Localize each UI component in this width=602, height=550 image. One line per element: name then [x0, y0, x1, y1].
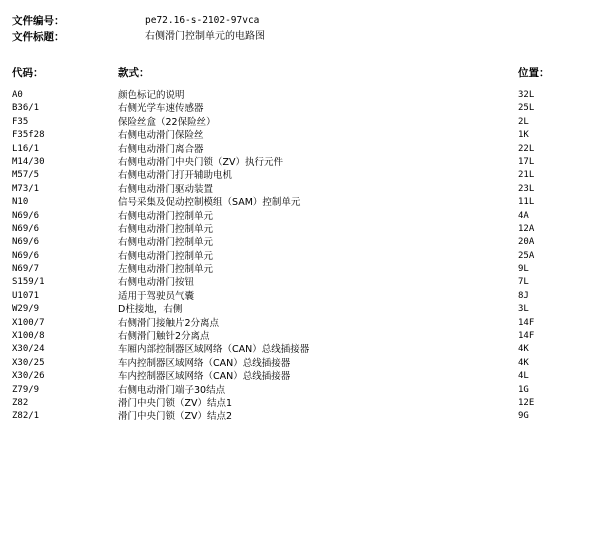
component-position: 8J [518, 290, 529, 301]
component-code: N69/6 [12, 250, 40, 261]
component-position: 7L [518, 277, 529, 288]
list-item [0, 223, 602, 236]
component-code: N69/6 [12, 210, 40, 221]
component-description: 右侧电动滑门端子30结点 [118, 384, 226, 396]
list-item [0, 143, 602, 156]
component-description: 左侧电动滑门控制单元 [118, 264, 214, 276]
list-item [0, 357, 602, 370]
component-description: 右侧电动滑门保险丝 [118, 130, 204, 142]
doc-number-value: pe72.16-s-2102-97vca [145, 15, 260, 26]
component-list [0, 89, 602, 424]
list-item [0, 183, 602, 196]
list-item [0, 210, 602, 223]
component-description: 滑门中央门锁（ZV）结点2 [118, 411, 233, 423]
component-position: 22L [518, 143, 535, 154]
component-code: S159/1 [12, 277, 45, 288]
doc-number-label: 文件编号： [12, 15, 65, 27]
component-description: 右侧电动滑门离合器 [118, 143, 204, 155]
component-code: N10 [12, 197, 29, 208]
component-position: 14F [518, 317, 535, 328]
component-description: 滑门中央门锁（ZV）结点1 [118, 397, 233, 409]
component-code: W29/9 [12, 304, 40, 315]
list-item [0, 343, 602, 356]
doc-title-value: 右侧滑门控制单元的电路图 [145, 31, 265, 42]
component-position: 9G [518, 411, 529, 422]
list-item [0, 410, 602, 423]
component-description: 右侧滑门触针2分离点 [118, 331, 210, 343]
list-item [0, 250, 602, 263]
list-item [0, 169, 602, 182]
component-position: 12A [518, 223, 535, 234]
component-code: X30/26 [12, 371, 45, 382]
component-description: 车厢内部控制器区域网络（CAN）总线插接器 [118, 344, 310, 356]
component-description: 保险丝盒（22保险丝） [118, 116, 216, 128]
component-position: 4K [518, 344, 529, 355]
component-position: 14F [518, 331, 535, 342]
component-description: 右侧电动滑门中央门锁（ZV）执行元件 [118, 156, 284, 168]
list-item [0, 236, 602, 249]
component-position: 1G [518, 384, 529, 395]
component-code: Z79/9 [12, 384, 40, 395]
component-description: 车内控制器区域网络（CAN）总线插接器 [118, 357, 291, 369]
component-code: Z82/1 [12, 411, 40, 422]
component-description: 右侧电动滑门控制单元 [118, 237, 214, 249]
component-position: 11L [518, 197, 535, 208]
component-code: M73/1 [12, 183, 40, 194]
component-position: 9L [518, 264, 529, 275]
list-item [0, 276, 602, 289]
component-description: 右侧电动滑门控制单元 [118, 210, 214, 222]
column-header-code: 代码： [12, 67, 44, 79]
component-code: Z82 [12, 397, 29, 408]
component-code: L16/1 [12, 143, 40, 154]
component-code: M14/30 [12, 156, 45, 167]
component-position: 3L [518, 304, 529, 315]
component-code: F35 [12, 116, 29, 127]
component-position: 25L [518, 103, 535, 114]
component-description: D柱接地，右侧 [118, 304, 183, 316]
list-item [0, 290, 602, 303]
component-description: 右侧电动滑门按钮 [118, 277, 195, 289]
component-description: 右侧电动滑门控制单元 [118, 250, 214, 262]
component-code: B36/1 [12, 103, 40, 114]
component-description: 适用于驾驶员气囊 [118, 290, 195, 302]
component-position: 4A [518, 210, 529, 221]
list-item [0, 263, 602, 276]
list-item [0, 116, 602, 129]
component-position: 12E [518, 397, 535, 408]
column-header-style: 款式： [118, 67, 150, 79]
list-item [0, 397, 602, 410]
component-position: 2L [518, 116, 529, 127]
list-item [0, 129, 602, 142]
component-code: N69/7 [12, 264, 40, 275]
list-item [0, 330, 602, 343]
list-item [0, 370, 602, 383]
list-item [0, 156, 602, 169]
component-position: 17L [518, 156, 535, 167]
list-item [0, 102, 602, 115]
column-header-position: 位置： [518, 67, 550, 79]
component-position: 20A [518, 237, 535, 248]
component-code: X30/25 [12, 357, 45, 368]
component-description: 车内控制器区域网络（CAN）总线插接器 [118, 371, 291, 383]
component-code: U1071 [12, 290, 40, 301]
component-description: 右侧光学车速传感器 [118, 103, 204, 115]
component-description: 颜色标记的说明 [118, 90, 185, 101]
component-code: X100/8 [12, 331, 45, 342]
component-code: X30/24 [12, 344, 45, 355]
component-description: 信号采集及促动控制模组（SAM）控制单元 [118, 197, 301, 209]
component-code: N69/6 [12, 223, 40, 234]
component-description: 右侧电动滑门打开辅助电机 [118, 170, 233, 182]
list-item [0, 317, 602, 330]
list-item [0, 196, 602, 209]
component-description: 右侧电动滑门控制单元 [118, 223, 214, 235]
component-code: M57/5 [12, 170, 40, 181]
list-item [0, 384, 602, 397]
component-position: 1K [518, 130, 529, 141]
component-position: 25A [518, 250, 535, 261]
list-item [0, 89, 602, 102]
component-code: F35f28 [12, 130, 45, 141]
component-description: 右侧电动滑门驱动装置 [118, 183, 214, 195]
component-code: A0 [12, 90, 23, 100]
component-description: 右侧滑门接触片2分离点 [118, 317, 220, 329]
component-code: N69/6 [12, 237, 40, 248]
component-position: 4L [518, 371, 529, 382]
component-position: 4K [518, 357, 529, 368]
doc-title-label: 文件标题： [12, 31, 65, 43]
component-position: 32L [518, 90, 535, 100]
list-item [0, 303, 602, 316]
component-position: 23L [518, 183, 535, 194]
component-position: 21L [518, 170, 535, 181]
component-code: X100/7 [12, 317, 45, 328]
